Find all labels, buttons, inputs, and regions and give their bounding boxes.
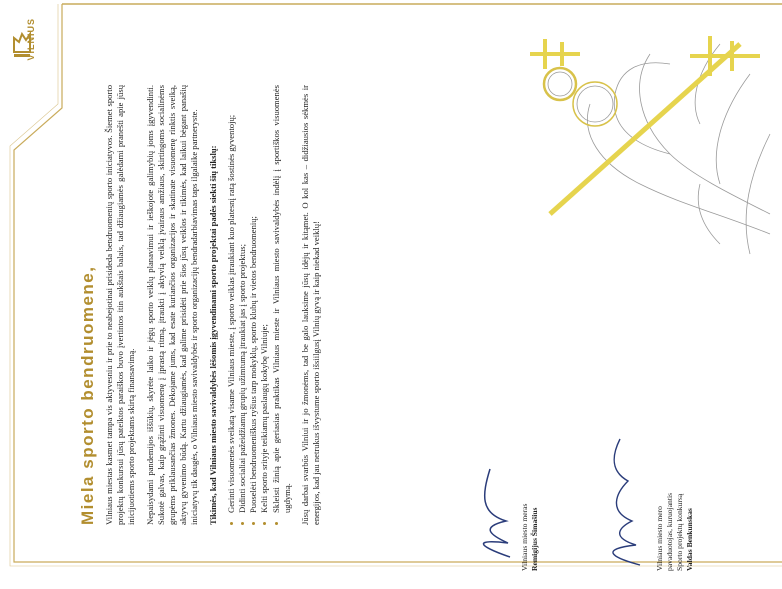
list-item: • Kelti sporto srityje teikiamų paslaugų kokybę Vilniuje; xyxy=(259,85,270,513)
signature-mayor xyxy=(470,455,520,565)
letter-title: Miela sporto bendruomene, xyxy=(78,265,97,525)
goals-heading: Tikimės, kad Vilniaus miesto savivaldybės lėšomis įgyvendinami sporto projektai padės siekti šių tikslų: xyxy=(207,145,218,525)
signature-role: Sporto projektų konkursą xyxy=(675,493,684,571)
signature-deputy xyxy=(590,431,650,571)
goals-list xyxy=(226,85,293,525)
saint-christopher-illustration xyxy=(520,24,775,274)
letter-body xyxy=(104,85,329,525)
list-item: • Gerinti visuomenės sveikatą visame Vilniaus mieste, į sporto veiklas įtraukiant kuo platesnį ratą šostinės gyventojų; xyxy=(226,85,237,513)
logo-text: VILNIUS xyxy=(26,18,36,61)
signature-block-deputy xyxy=(655,431,695,571)
paragraph-thanks: Nepaisydami pandemijos iššūkių, skyrėte laiko ir jėgų sporto veiklų planavimui ir ieškojote galimybių joms įgyvendinti. Sukotė galvas, kaip grąžinti visuomenę į įprastą ritmą, įtraukti į aktyvią veiklą įvairaus amžiaus, skirtingoms socialinėms grupėms priklausančias žmones. Dėkojame jums, kad esate kuriančios organizacijos ir skatinate visuomenę rinktis sveiką, aktyvų gyvenimo būdą. Kartu džiaugiamės, kad galime prisidėti prie šios jūsų veiklos ir tikimės, kad laikui bėgant panašių iniciatyvų tik daugės, o Vilniaus miesto savivaldybės ir sporto organizacijų bendradarbiavimas taps ilgalaike partneryste. xyxy=(144,85,200,525)
paragraph-intro: Vilniaus miestas kasmet tampa vis aktyvesniu ir prie to neabejotinai prisideda bendruomenių sporto iniciatyvos. Šiemet sporto projektų konkursui jūsų pateiktos paraiškos buvo įvertintos itin aukštais balais, tad džiaugiamės galėdami pranešti apie jūsų inicijuotiems sporto projektams skirtą finansavimą. xyxy=(104,85,137,525)
signature-name: Remigijus Šimašius xyxy=(530,507,539,571)
paragraph-closing: Jūsų darbai svarbūs Vilniui ir jo žmonėms, tad be galo lauksime jūsų idėjų ir kitąmet. O kol kas – didžiausios sėkmės ir energijos, kad jau netrukus išvystume sporto išsiilgusį Vilnių gyvą ir kaip niekad veiklų! xyxy=(300,85,322,525)
signature-block-mayor xyxy=(520,461,540,571)
signature-role: Vilniaus miesto mero xyxy=(655,506,664,571)
list-item: • Didinti socialiai pažeidžiamų grupių užimtumą įtraukiat jas į sporto projektus; xyxy=(237,85,248,513)
signature-role: Vilniaus miesto meras xyxy=(520,503,529,571)
list-item: • Skleisti žinią apie geriasias praktikas Vilniaus mieste ir Vilniaus miesto savivaldybės indėlį į sportiškos visuomenės ugdymą. xyxy=(271,85,293,513)
list-item: • Puoselėti bendruomeniškus ryšius tarp mokyklų, sporto klubų ir vietos bendruomenių; xyxy=(248,85,259,513)
signature-name: Valdas Benkunskas xyxy=(685,508,694,571)
signature-role: pavaduotojas, kuruojantis xyxy=(665,492,674,571)
